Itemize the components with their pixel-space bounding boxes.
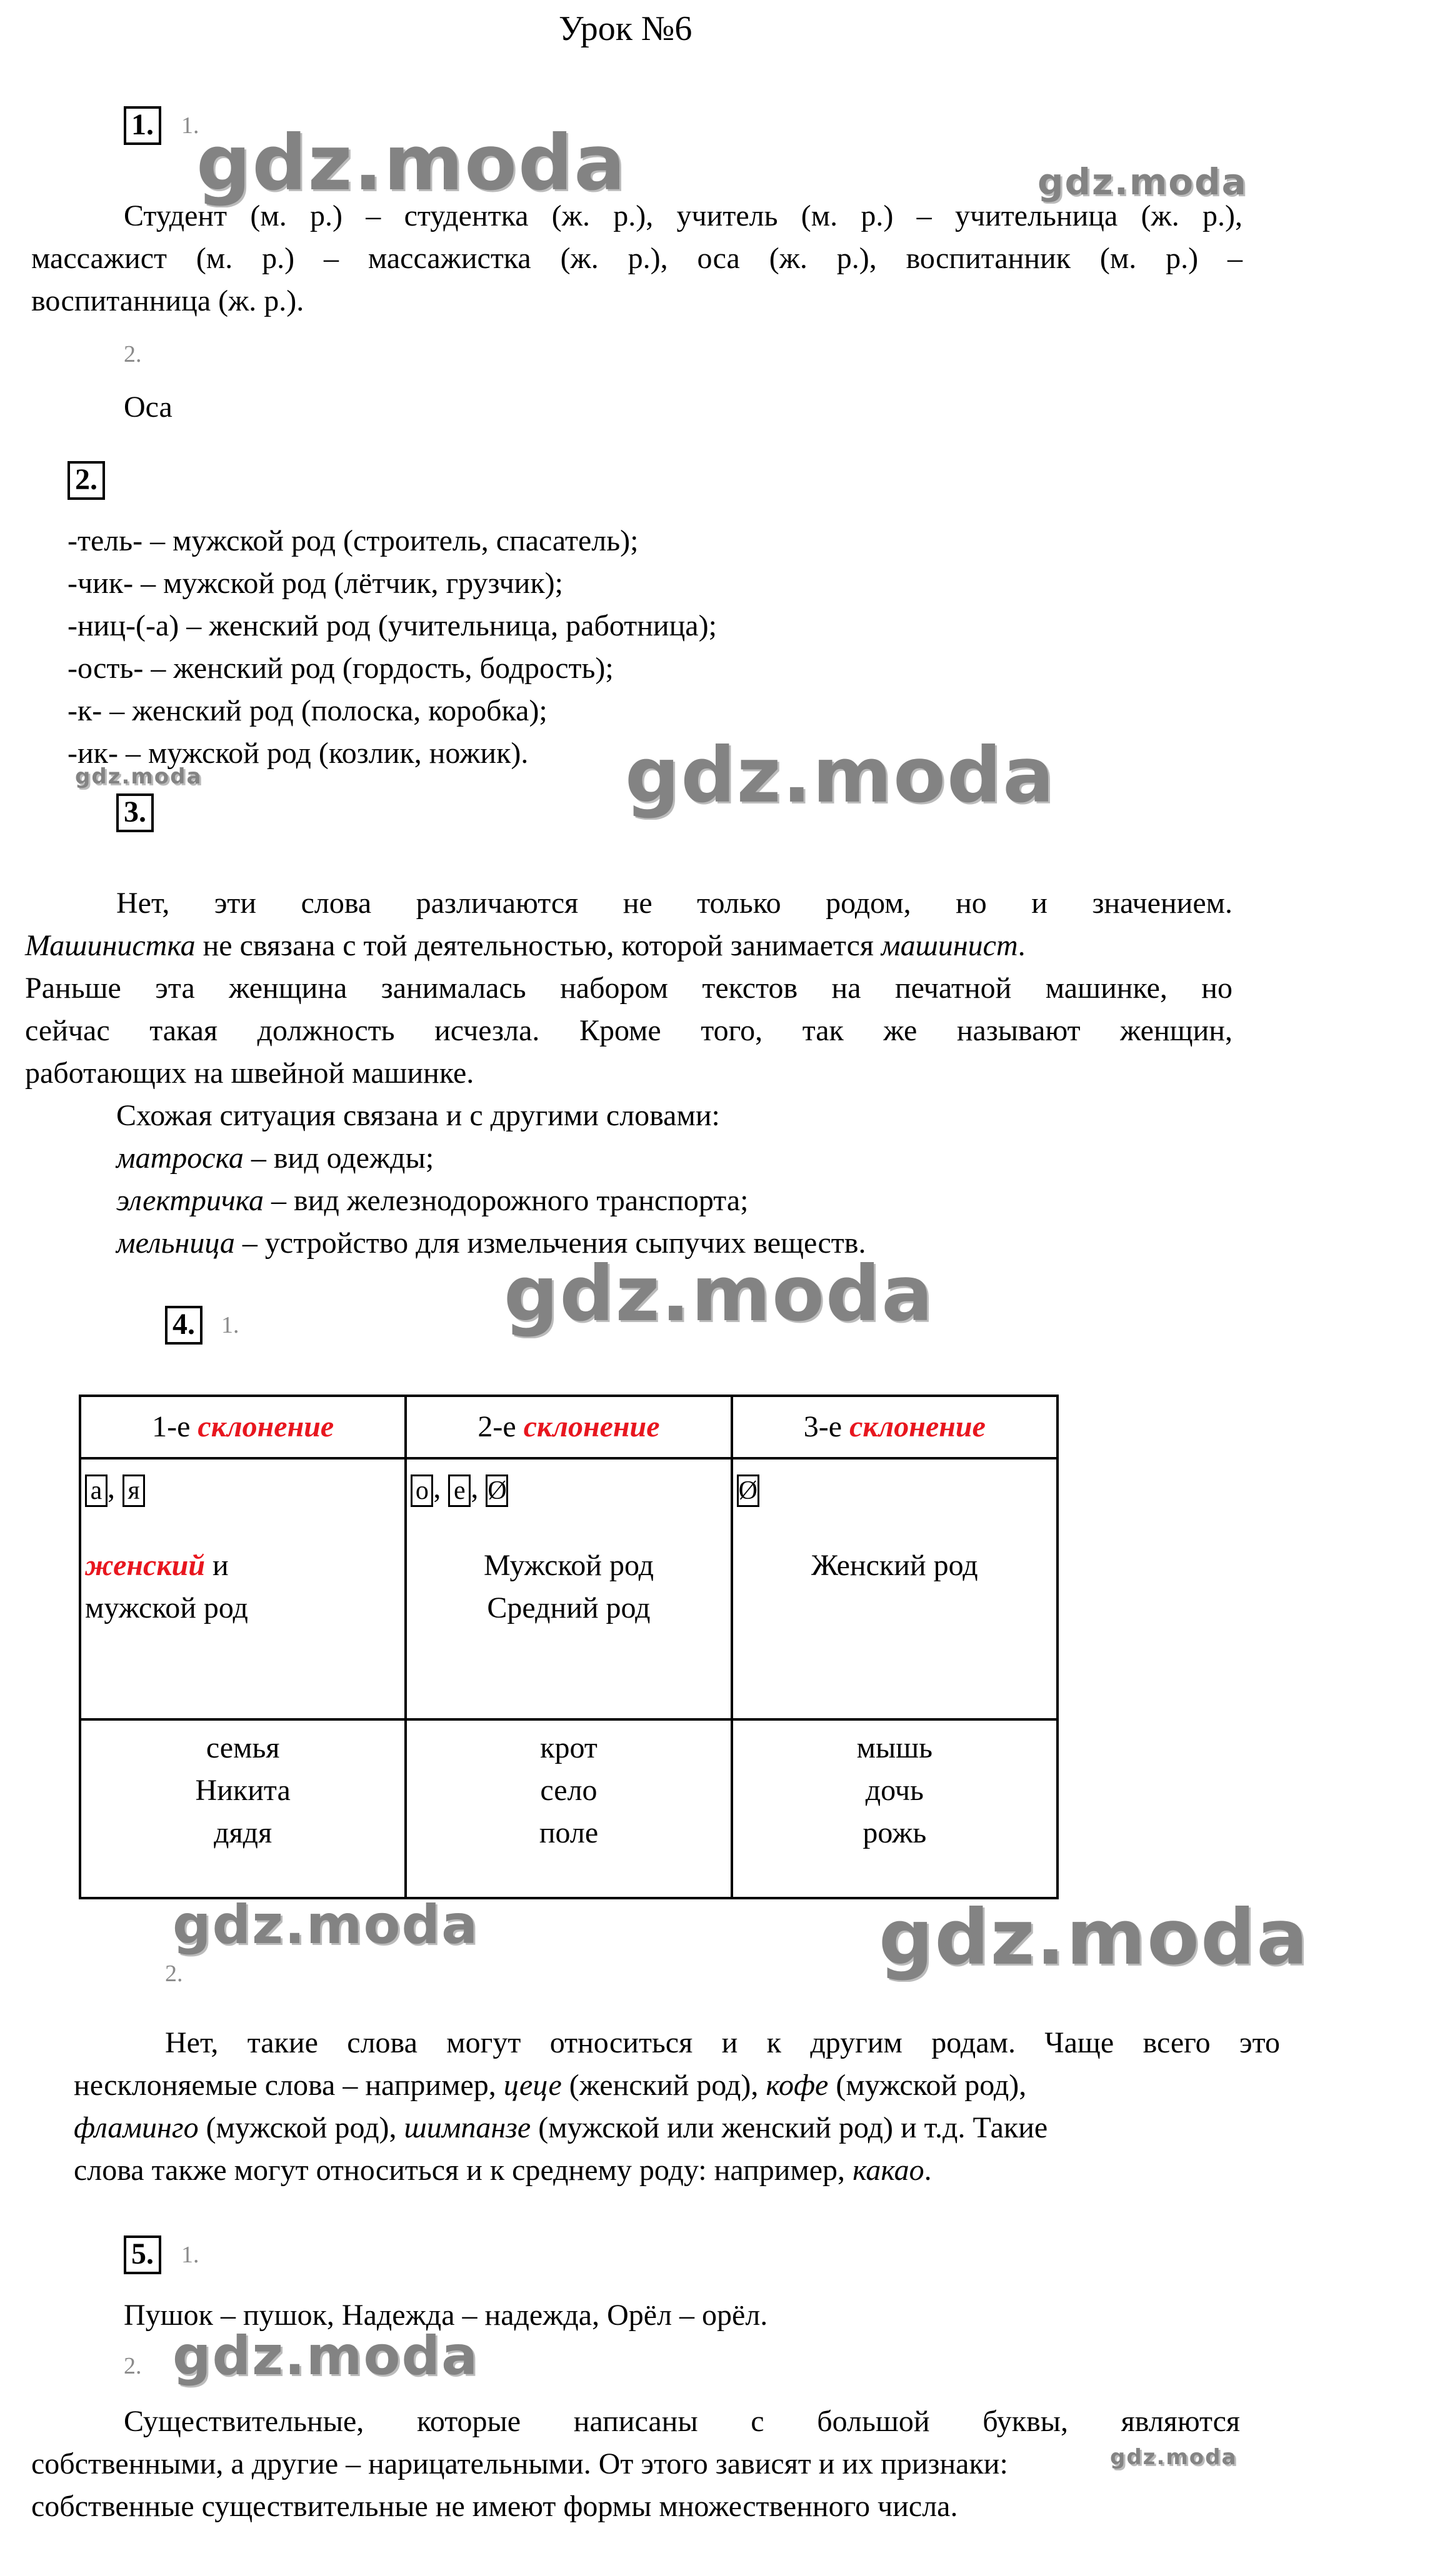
task-3-line-2 [25, 931, 1232, 961]
task-3-item-2 [116, 1186, 748, 1216]
example-word: дядя [214, 1816, 272, 1849]
task-4-line-4 [74, 2156, 932, 2186]
header-decl-1-prefix: 1-е [152, 1410, 198, 1443]
watermark: gdz.moda [172, 1894, 479, 1956]
task-1-sub-2: 2. [124, 341, 142, 367]
task-5-line-1: Существительные, которые написаны с большой буквы, являются [124, 2405, 1240, 2438]
task-3-line-5: работающих на швейной машинке. [25, 1057, 474, 1090]
header-decl-3-prefix: 3-е [803, 1410, 850, 1443]
gender-decl-1-and: и [205, 1549, 229, 1582]
gender-decl-2-line-1: Мужской род [483, 1549, 654, 1582]
watermark: gdz.moda [625, 731, 1056, 820]
header-decl-3-word: склонение [849, 1410, 986, 1443]
gender-decl-1-red: женский [85, 1549, 206, 1582]
ending-box: Ø [737, 1474, 759, 1507]
examples-decl-2 [406, 1719, 731, 1898]
word-mashinist: машинист [881, 929, 1018, 962]
declension-table [79, 1395, 1059, 1899]
watermark: gdz.moda [879, 1893, 1309, 1982]
task-2-line-5: -к- – женский род (полоска, коробка); [68, 694, 548, 727]
header-decl-2-prefix: 2-е [478, 1410, 524, 1443]
task-1-sub-1: 1. [181, 112, 199, 139]
examples-decl-1 [80, 1719, 406, 1898]
task-3-item-1 [116, 1143, 434, 1173]
task-4-line-1: Нет, такие слова могут относиться и к другим родам. Чаще всего это [165, 2026, 1280, 2059]
task-3-line-4: сейчас такая должность исчезла. Кроме того, так же называют женщин, [25, 1014, 1232, 1047]
gender-cell-decl-2 [406, 1458, 731, 1719]
gender-decl-1-line-2: мужской род [85, 1591, 248, 1624]
header-decl-2 [406, 1396, 731, 1458]
task-4-line-2-c: (женский род), [561, 2069, 766, 2102]
gender-decl-2-line-2: Средний род [487, 1591, 651, 1624]
word-kakao: какао [852, 2154, 924, 2187]
watermark: gdz.moda [196, 119, 627, 207]
task-3-number: 3. [116, 793, 154, 832]
task-3-item-3-text: – устройство для измельчения сыпучих веществ. [234, 1226, 866, 1260]
task-4-line-2-e: (мужской род), [828, 2069, 1027, 2102]
task-2-line-2: -чик- – мужской род (лётчик, грузчик); [68, 567, 563, 600]
task-1-number: 1. [124, 106, 161, 145]
task-3-line-2-mid: не связана с той деятельностью, которой занимается [195, 929, 881, 962]
example-word: рожь [862, 1816, 927, 1849]
example-word: поле [539, 1816, 599, 1849]
endings-decl-2: о , е , Ø [407, 1467, 730, 1504]
task-5-line-3: собственные существительные не имеют формы множественного числа. [31, 2490, 958, 2523]
word-melnitsa: мельница [116, 1226, 235, 1260]
watermark: gdz.moda [172, 2325, 479, 2387]
task-2-line-6: -ик- – мужской род (козлик, ножик). [68, 737, 529, 770]
task-3-line-1: Нет, эти слова различаются не только родом, но и значением. [116, 887, 1232, 920]
task-3-line-3: Раньше эта женщина занималась набором текстов на печатной машинке, но [25, 972, 1232, 1005]
task-5-sub-2: 2. [124, 2353, 142, 2379]
task-4-sub-2: 2. [165, 1961, 183, 1987]
page-title: Урок №6 [559, 9, 692, 48]
example-word: мышь [856, 1731, 933, 1764]
task-5-sub-1: 1. [181, 2242, 199, 2268]
header-decl-1-word: склонение [198, 1410, 334, 1443]
header-decl-3 [732, 1396, 1058, 1458]
ending-box: Ø [486, 1474, 508, 1507]
task-1-line-2: массажист (м. р.) – массажистка (ж. р.), оса (ж. р.), воспитанник (м. р.) – [31, 242, 1242, 275]
watermark: gdz.moda [1110, 2445, 1238, 2470]
example-word: крот [540, 1731, 598, 1764]
word-matroska: матроска [116, 1141, 244, 1175]
endings-decl-1: а , я [85, 1467, 404, 1504]
gender-decl-1 [85, 1544, 404, 1587]
task-5-number: 5. [124, 2235, 161, 2274]
task-4-line-3 [74, 2113, 1048, 2143]
task-2-number: 2. [68, 461, 105, 500]
ending-box: а [85, 1474, 108, 1507]
task-4-line-3-b: (мужской род), [198, 2111, 404, 2144]
gender-cell-decl-3 [732, 1458, 1058, 1719]
task-4-sub-1: 1. [221, 1312, 239, 1338]
watermark: gdz.moda [504, 1250, 934, 1338]
ending-box: я [122, 1474, 145, 1507]
examples-decl-3 [732, 1719, 1058, 1898]
task-1-line-1: Студент (м. р.) – студентка (ж. р.), учитель (м. р.) – учительница (ж. р.), [124, 199, 1242, 232]
word-elektrichka: электричка [116, 1184, 264, 1217]
task-3-paragraph-2: Схожая ситуация связана и с другими словами: [116, 1099, 720, 1132]
task-3-line-2-end: . [1018, 929, 1026, 962]
task-3-item-2-text: – вид железнодорожного транспорта; [264, 1184, 749, 1217]
task-4-line-3-d: (мужской или женский род) и т.д. Такие [531, 2111, 1048, 2144]
task-5-line-2: собственными, а другие – нарицательными. От этого зависят и их признаки: [31, 2447, 1008, 2480]
watermark: gdz.moda [1038, 161, 1248, 203]
task-3-item-1-text: – вид одежды; [243, 1141, 434, 1175]
example-word: Никита [195, 1774, 291, 1807]
task-4-number: 4. [165, 1306, 202, 1345]
header-decl-1 [80, 1396, 406, 1458]
task-2-line-1: -тель- – мужской род (строитель, спасатель); [68, 524, 639, 557]
gender-cell-decl-1 [80, 1458, 406, 1719]
task-4-line-2-a: несклоняемые слова – например, [74, 2069, 504, 2102]
word-flamingo: фламинго [74, 2111, 199, 2144]
word-mashinistka: Машинистка [25, 929, 196, 962]
task-2-line-4: -ость- – женский род (гордость, бодрость); [68, 652, 614, 685]
task-1-answer-2: Оса [124, 390, 172, 424]
watermark: gdz.moda [75, 764, 202, 789]
header-decl-2-word: склонение [523, 1410, 660, 1443]
word-kofe: кофе [766, 2069, 829, 2102]
task-4-line-2 [74, 2071, 1280, 2101]
ending-box: о [411, 1474, 433, 1507]
word-tsetse: цеце [503, 2069, 562, 2102]
example-word: дочь [865, 1774, 924, 1807]
ending-box: е [448, 1474, 471, 1507]
task-5-answer-1: Пушок – пушок, Надежда – надежда, Орёл – орёл. [124, 2299, 768, 2332]
endings-decl-3 [733, 1467, 1056, 1504]
task-2-line-3: -ниц-(-а) – женский род (учительница, работница); [68, 609, 717, 642]
task-4-line-4-a: слова также могут относиться и к среднему роду: например, [74, 2154, 853, 2187]
word-shimpanze: шимпанзе [404, 2111, 531, 2144]
example-word: село [540, 1774, 598, 1807]
gender-decl-3-line-1: Женский род [811, 1549, 978, 1582]
task-4-line-4-c: . [924, 2154, 932, 2187]
example-word: семья [206, 1731, 280, 1764]
task-1-line-3: воспитанница (ж. р.). [31, 284, 304, 317]
